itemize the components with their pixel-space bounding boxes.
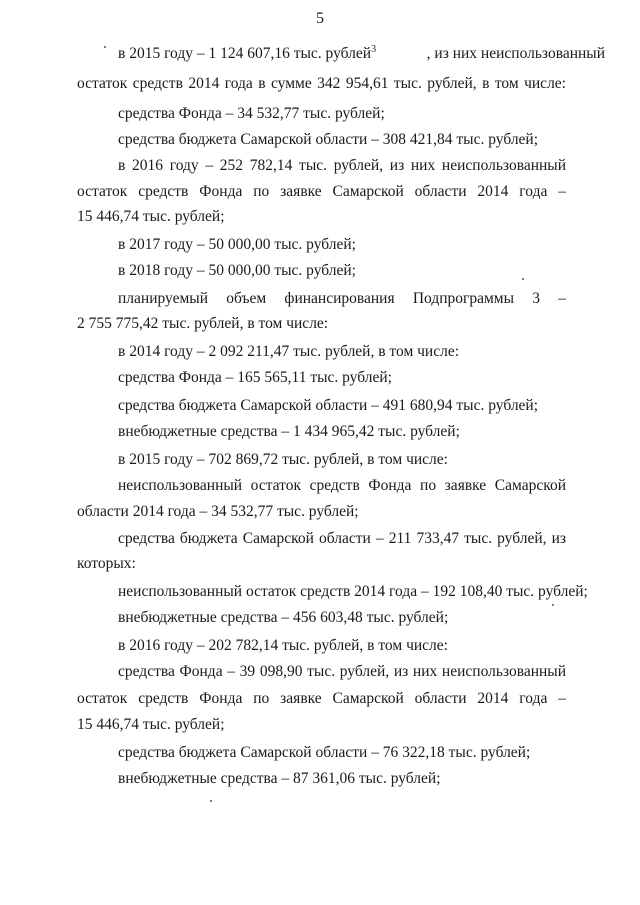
text-line: 15 446,74 тыс. рублей; <box>77 716 225 733</box>
text-line: внебюджетные средства – 456 603,48 тыс. рублей; <box>118 609 449 626</box>
text-fragment: , из них неиспользованный <box>426 45 605 62</box>
text-line: внебюджетные средства – 87 361,06 тыс. рублей; <box>118 770 441 787</box>
text-line: остаток средств Фонда по заявке Самарской области 2014 года – <box>77 690 566 707</box>
scan-speck <box>522 278 524 280</box>
text-line: 2 755 775,42 тыс. рублей, в том числе: <box>77 315 329 332</box>
text-line <box>118 44 605 64</box>
text-line: остаток средств Фонда по заявке Самарской области 2014 года – <box>77 183 566 200</box>
text-line: неиспользованный остаток средств Фонда по заявке Самарской <box>118 477 566 494</box>
text-line: средства бюджета Самарской области – 76 322,18 тыс. рублей; <box>118 744 531 761</box>
text-line: 15 446,74 тыс. рублей; <box>77 208 225 225</box>
text-line: средства бюджета Самарской области – 308 421,84 тыс. рублей; <box>118 131 539 148</box>
scan-speck <box>104 46 106 48</box>
text-line: которых: <box>77 555 136 572</box>
text-line: средства Фонда – 34 532,77 тыс. рублей; <box>118 105 385 122</box>
text-line: в 2015 году – 702 869,72 тыс. рублей, в том числе: <box>118 451 448 468</box>
text-line: в 2017 году – 50 000,00 тыс. рублей; <box>118 236 356 253</box>
text-line: средства Фонда – 39 098,90 тыс. рублей, из них неиспользованный <box>118 663 566 680</box>
scan-speck <box>552 604 554 606</box>
text-fragment: в 2015 году – 1 124 607,16 тыс. рублей$^3$ <box>118 43 377 62</box>
text-line: в 2018 году – 50 000,00 тыс. рублей; <box>118 262 356 279</box>
scan-speck <box>210 800 212 802</box>
footnote-marker: 3 <box>371 43 377 55</box>
text-line: планируемый объем финансирования Подпрограммы 3 – <box>118 290 566 307</box>
text-line: в 2016 году – 202 782,14 тыс. рублей, в том числе: <box>118 637 448 654</box>
page-number: 5 <box>316 10 324 27</box>
text-line: остаток средств 2014 года в сумме 342 954,61 тыс. рублей, в том числе: <box>77 75 566 92</box>
text-line: в 2014 году – 2 092 211,47 тыс. рублей, в том числе: <box>118 343 460 360</box>
text-line: области 2014 года – 34 532,77 тыс. рублей; <box>77 503 359 520</box>
text-line: средства бюджета Самарской области – 211 733,47 тыс. рублей, из <box>118 530 566 547</box>
text-line: внебюджетные средства – 1 434 965,42 тыс. рублей; <box>118 423 460 440</box>
text-line: средства Фонда – 165 565,11 тыс. рублей; <box>118 369 392 386</box>
text-line: средства бюджета Самарской области – 491 680,94 тыс. рублей; <box>118 397 539 414</box>
text-line: в 2016 году – 252 782,14 тыс. рублей, из них неиспользованный <box>118 157 566 174</box>
text-line: неиспользованный остаток средств 2014 года – 192 108,40 тыс. рублей; <box>118 583 588 600</box>
